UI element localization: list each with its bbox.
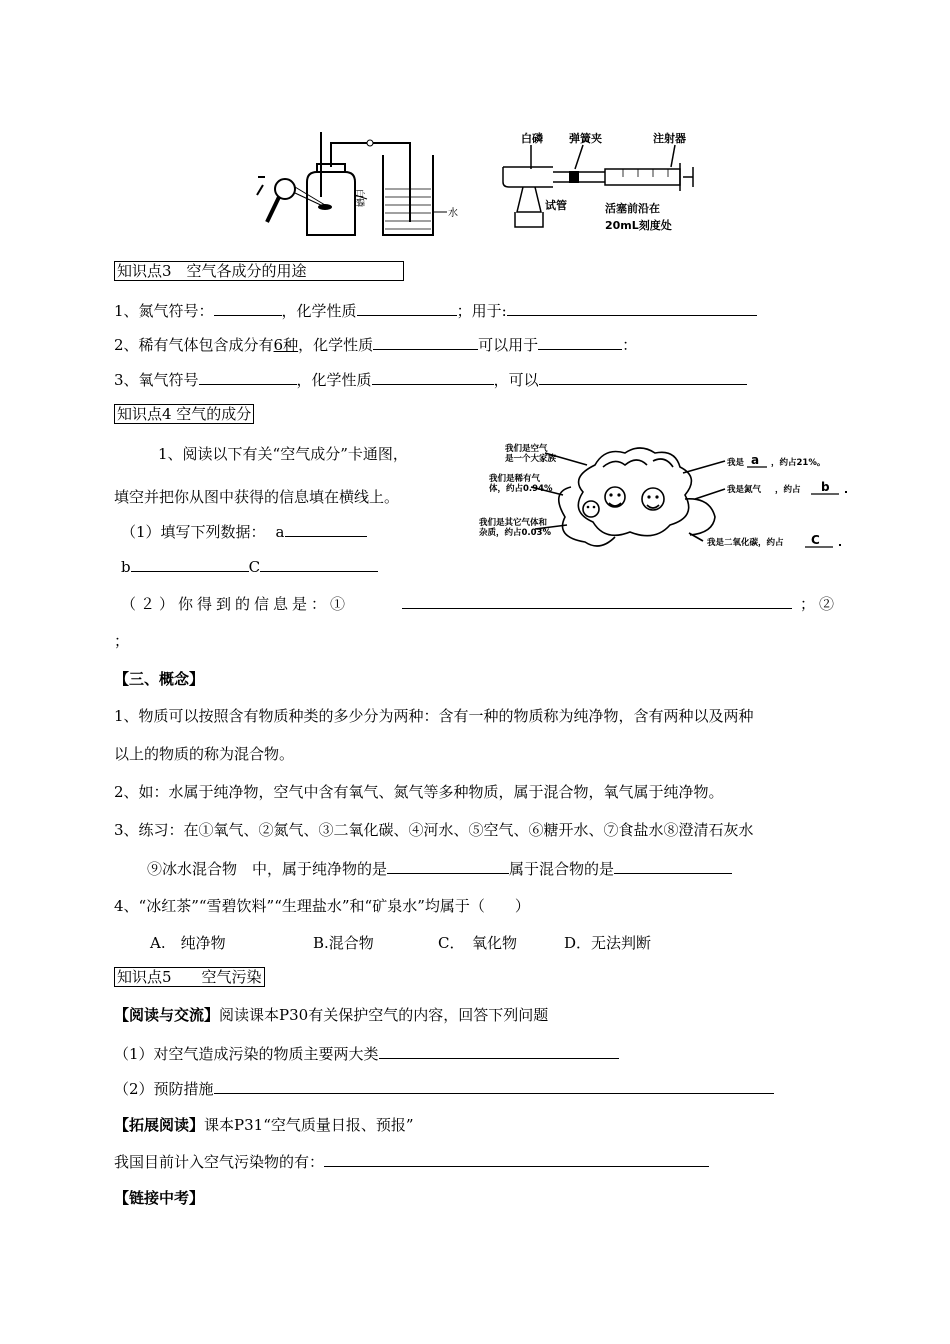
pollution-q2-text: （2）预防措施 [114, 1080, 214, 1098]
concept-2: 2、如：水属于纯净物，空气中含有氧气、氮气等多种物质，属于混合物，氧气属于纯净物。 [114, 783, 724, 801]
option-b[interactable]: B.混合物 [313, 934, 374, 952]
concept-3-line-1: 3、练习：在①氧气、②氮气、③二氧化碳、④河水、⑤空气、⑥糖开水、⑦食盐水⑧澄清石灰水 [114, 821, 754, 839]
q-noble-mid2: 可以用于 [478, 336, 539, 354]
fill-2-end: ；② [800, 595, 839, 613]
cartoon-r2b: ，约占 [775, 485, 801, 495]
label-piston-note-1: 活塞前沿在 [605, 202, 660, 215]
label-water: 水 [448, 208, 458, 219]
blank-pure[interactable] [387, 859, 509, 874]
pollutants-row [114, 1151, 709, 1172]
air-composition-cartoon [475, 437, 860, 555]
extended-reading-tag: 【拓展阅读】 [114, 1116, 205, 1134]
q-n2-prefix: 1、氮气符号： [114, 302, 214, 320]
q-noble-prefix: 2、稀有气体包含成分有 [114, 336, 274, 354]
kp5-heading [114, 967, 265, 987]
blank-n2-symbol[interactable] [214, 301, 282, 316]
q-nitrogen [114, 300, 757, 321]
cartoon-t3b: 杂质，约占0.03% [479, 528, 551, 538]
pollution-q2 [114, 1078, 774, 1099]
fill-1b-row [121, 557, 378, 576]
cartoon-r1a: 我是 [727, 458, 745, 468]
q-o2-prefix: 3、氧气符号 [114, 371, 199, 389]
cartoon-t1a: 我们是空气 [505, 444, 548, 454]
read-line-2: 填空并把你从图中获得的信息填在横线上。 [114, 488, 400, 506]
q-o2-mid2: ，可以 [493, 371, 539, 389]
blank-noble-property[interactable] [373, 335, 478, 350]
concept-1-line-1: 1、物质可以按照含有物质种类的多少分为两种：含有一种的物质称为纯净物，含有两种以及两种 [114, 707, 754, 725]
option-d[interactable]: D．无法判断 [564, 934, 652, 952]
blank-prevention[interactable] [214, 1079, 774, 1094]
blank-n2-use[interactable] [507, 301, 757, 316]
pollution-q1 [114, 1043, 619, 1064]
blank-o2-property[interactable] [372, 370, 494, 385]
blank-mixture[interactable] [614, 859, 732, 874]
option-c[interactable]: C． 氧化物 [438, 934, 517, 952]
q-n2-mid1: ，化学性质 [281, 302, 357, 320]
apparatus-figure-2 [493, 127, 698, 239]
cartoon-t2b: 体，约占0.94% [489, 484, 553, 494]
fill-1-row [121, 521, 367, 542]
cartoon-r1c: ，约占21%。 [771, 458, 826, 468]
blank-n2-property[interactable] [357, 301, 457, 316]
read-exchange [114, 1004, 548, 1025]
option-a[interactable]: A. 纯净物 [150, 934, 226, 952]
fill-1-c: C [248, 558, 261, 576]
concept-3-line-2b: 属于混合物的是 [509, 860, 615, 878]
label-syringe: 注射器 [653, 132, 686, 145]
blank-b[interactable] [131, 557, 249, 572]
concept-3-line-2a: ⑨冰水混合物 中，属于纯净物的是 [147, 860, 388, 878]
q-noble-gas [114, 334, 637, 355]
read-exchange-text: 阅读课本P30有关保护空气的内容，回答下列问题 [219, 1006, 549, 1024]
blank-noble-use[interactable] [538, 335, 622, 350]
fill-1-a: a [275, 523, 285, 541]
blank-a[interactable] [285, 522, 367, 537]
cartoon-t3a: 我们是其它气体和 [479, 518, 548, 528]
cartoon-r3b: C [811, 533, 820, 547]
fill-1-prefix: （1）填写下列数据： [121, 523, 266, 541]
q-noble-count: 6种 [273, 336, 299, 354]
pollutants-text: 我国目前计入空气污染物的有： [114, 1153, 325, 1171]
blank-pollutant-types[interactable] [379, 1044, 619, 1059]
q-noble-end: ： [622, 336, 638, 354]
blank-c[interactable] [260, 557, 378, 572]
kp3-title: 知识点3 空气各成分的用途 [117, 262, 307, 280]
blank-o2-use[interactable] [539, 370, 747, 385]
section-3-title: 【三、概念】 [114, 670, 205, 688]
label-white-phosphorus-2: 白磷 [521, 132, 543, 145]
concept-4: 4、“冰红茶”“雪碧饮料”“生理盐水”和“矿泉水”均属于（ ） [114, 897, 530, 915]
cartoon-r3a: 我是二氧化碳，约占 [707, 538, 784, 548]
label-piston-note-2: 20mL刻度处 [605, 219, 672, 232]
fill-2-prefix: （２）你得到的信息是：① [121, 595, 350, 613]
apparatus-figure-1 [255, 127, 470, 242]
cartoon-r2c: b [821, 480, 830, 494]
kp5-title: 知识点5 空气污染 [117, 968, 262, 986]
q-noble-mid1: ，化学性质 [298, 336, 374, 354]
label-spring-clip: 弹簧夹 [569, 132, 602, 145]
kp4-heading [114, 404, 254, 424]
blank-info-1[interactable] [402, 594, 792, 609]
cartoon-r1b: a [751, 453, 760, 467]
blank-pollutants[interactable] [324, 1152, 709, 1167]
label-test-tube: 试管 [545, 199, 567, 212]
extended-reading-text: 课本P31“空气质量日报、预报” [204, 1116, 414, 1134]
label-white-phosphorus-1: 白磷 [354, 189, 364, 208]
cartoon-r2a: 我是氮气 [727, 485, 762, 495]
kp3-heading [114, 261, 404, 281]
extended-reading [114, 1114, 414, 1135]
concept-3-line-2 [147, 858, 732, 879]
q-n2-mid2: ；用于: [456, 302, 507, 320]
q-oxygen [114, 369, 747, 390]
blank-o2-symbol[interactable] [199, 370, 297, 385]
fill-2-semi: ； [114, 632, 130, 650]
pollution-q1-text: （1）对空气造成污染的物质主要两大类 [114, 1045, 379, 1063]
q-o2-mid1: ，化学性质 [296, 371, 372, 389]
concept-1-line-2: 以上的物质的称为混合物。 [114, 745, 295, 763]
cartoon-t1b: 是一个大家族 [505, 454, 557, 464]
kp4-title: 知识点4 空气的成分 [117, 405, 252, 423]
read-exchange-tag: 【阅读与交流】 [114, 1006, 220, 1024]
cartoon-t2a: 我们是稀有气 [489, 474, 541, 484]
link-exam-title: 【链接中考】 [114, 1189, 205, 1207]
fill-1-b: b [121, 558, 131, 576]
read-line-1: 1、阅读以下有关“空气成分”卡通图， [158, 445, 408, 463]
